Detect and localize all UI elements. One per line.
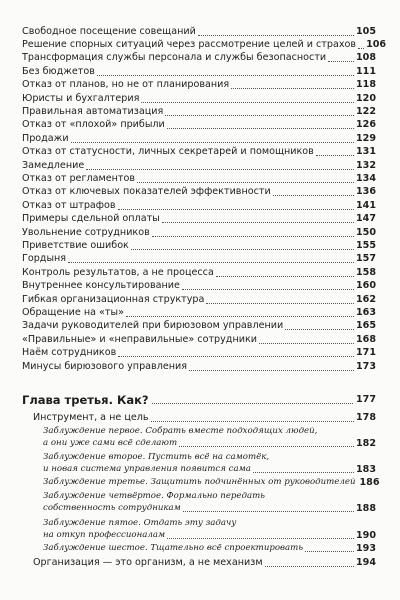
leader-dots: [141, 102, 354, 103]
toc-entry-page: 157: [355, 253, 376, 264]
toc-entry-page: 126: [355, 119, 376, 130]
toc-entry-title: Внутреннее консультирование: [22, 280, 180, 291]
toc-entry: [22, 280, 376, 292]
toc-entry-page: 173: [355, 361, 376, 372]
toc-entry: [22, 160, 376, 172]
toc-entry-page: 118: [355, 79, 376, 90]
toc-entry: [22, 146, 376, 158]
toc-entry-page: 165: [355, 320, 376, 331]
toc-entry-title: Приветствие ошибок: [22, 240, 129, 251]
toc-entry-page: 147: [355, 213, 376, 224]
toc-entry-page: 168: [355, 334, 376, 345]
toc-entry-page: 134: [355, 173, 376, 184]
leader-dots: [118, 356, 354, 357]
leader-dots: [198, 35, 354, 36]
leader-dots: [206, 303, 354, 304]
toc-entry: [22, 347, 376, 359]
toc-entry-title: Отказ от регламентов: [22, 173, 136, 184]
toc-entry: [22, 93, 376, 105]
toc-entry-page: 141: [355, 200, 376, 211]
leader-dots: [152, 403, 353, 404]
toc-entry-page: 120: [355, 93, 376, 104]
toc-entry-title: Продажи: [22, 133, 69, 144]
toc-entry: [22, 361, 376, 373]
toc-section-entry: [33, 557, 376, 569]
leader-dots: [216, 276, 354, 277]
toc-subentry: [43, 530, 376, 541]
toc-entry-title: Контроль результатов, а не процесса: [22, 267, 214, 278]
toc-entry-page: 193: [355, 543, 376, 554]
leader-dots: [71, 142, 354, 143]
leader-dots: [167, 128, 354, 129]
toc-entry: [22, 307, 376, 319]
toc-entry: [22, 240, 376, 252]
leader-dots: [231, 88, 354, 89]
toc-entry-page: 183: [355, 464, 376, 475]
leader-dots: [328, 61, 354, 62]
leader-dots: [179, 446, 354, 447]
leader-dots: [253, 472, 354, 473]
toc-subentry: [43, 543, 376, 554]
toc-entry: [22, 334, 376, 346]
leader-dots: [358, 48, 364, 49]
toc-entry-page: 182: [355, 438, 376, 449]
leader-dots: [126, 316, 354, 317]
toc-subentry-line: Заблуждение пятое. Отдать эту задачу: [43, 518, 237, 528]
toc-entry: [22, 200, 376, 212]
toc-entry: [22, 320, 376, 332]
leader-dots: [265, 566, 354, 567]
leader-dots: [285, 329, 354, 330]
toc-entry: [22, 186, 376, 198]
toc-subentry-line: Заблуждение первое. Собрать вместе подходящих людей,: [43, 426, 318, 436]
toc-entry-page: 131: [355, 146, 376, 157]
toc-subentry: [43, 438, 376, 449]
leader-dots: [305, 551, 354, 552]
leader-dots: [183, 511, 354, 512]
toc-subentry: [43, 477, 380, 488]
toc-entry-title: Обращение на «ты»: [22, 307, 124, 318]
toc-entry: [22, 26, 376, 38]
leader-dots: [162, 222, 354, 223]
leader-dots: [182, 289, 354, 290]
toc-entry-title: Замедление: [22, 160, 85, 171]
toc-entry: [22, 173, 376, 185]
toc-entry: [22, 294, 376, 306]
toc-entry-title: Гибкая организационная структура: [22, 294, 205, 305]
toc-entry-title: Задачи руководителей при бирюзовом управлении: [22, 320, 284, 331]
toc-subentry-line: Заблуждение третье. Защитить подчинённых от руководителей: [43, 477, 356, 487]
leader-dots: [189, 370, 354, 371]
toc-entry: [22, 52, 376, 64]
toc-subentry-line: Заблуждение второе. Пустить всё на самотёк,: [43, 452, 270, 462]
toc-entry-page: 171: [355, 347, 376, 358]
toc-section-entry: [33, 412, 376, 424]
leader-dots: [137, 182, 354, 183]
toc-entry-page: 178: [355, 412, 376, 423]
leader-dots: [152, 236, 354, 237]
toc-entry: [22, 66, 376, 78]
leader-dots: [273, 195, 354, 196]
toc-entry: [22, 119, 376, 131]
toc-entry-page: 136: [355, 186, 376, 197]
toc-entry-title: Отказ от статусности, личных секретарей и помощников: [22, 146, 314, 157]
toc-subentry: [43, 503, 376, 514]
toc-entry-title: Без бюджетов: [22, 66, 95, 77]
toc-entry: [22, 133, 376, 145]
toc-entry-title: Наём сотрудников: [22, 347, 117, 358]
toc-entry-title: Отказ от планов, но не от планирования: [22, 79, 230, 90]
toc-entry: [22, 213, 376, 225]
leader-dots: [118, 209, 354, 210]
toc-entry: [22, 227, 376, 239]
leader-dots: [316, 155, 354, 156]
toc-entry: [22, 39, 387, 51]
leader-dots: [165, 115, 354, 116]
chapter-heading: [22, 393, 376, 407]
toc-entry-title: Гордыня: [22, 253, 67, 264]
toc-entry-title: Увольнение сотрудников: [22, 227, 150, 238]
toc-entry-page: 108: [355, 52, 376, 63]
toc-entry-title: Организация — это организм, а не механизм: [33, 557, 263, 568]
toc-entry-page: 186: [359, 477, 380, 488]
toc-entry: [22, 79, 376, 91]
leader-dots: [68, 262, 354, 263]
chapter-title: Глава третья. Как?: [22, 393, 149, 407]
toc-entry-page: 122: [355, 106, 376, 117]
toc-entry-title: «Правильные» и «неправильные» сотрудники: [22, 334, 257, 345]
chapter-page: 177: [355, 394, 376, 405]
toc-entry-page: 150: [355, 227, 376, 238]
toc-entry: [22, 106, 376, 118]
toc-entry-page: 106: [366, 39, 387, 50]
toc-subentry-line: Заблуждение четвёртое. Формально передать: [43, 491, 265, 501]
toc-entry-title: Примеры сдельной оплаты: [22, 213, 160, 224]
leader-dots: [131, 249, 354, 250]
toc-entry-title: Минусы бирюзового управления: [22, 361, 188, 372]
toc-subentry-line: собственность сотрудникам: [43, 503, 181, 513]
toc-entry-page: 158: [355, 267, 376, 278]
toc-entry-page: 188: [355, 503, 376, 514]
toc-entry-title: Отказ от штрафов: [22, 200, 116, 211]
toc-entry-title: Решение спорных ситуаций через рассмотрение целей и страхов: [22, 39, 357, 50]
toc-entry-page: 194: [355, 557, 376, 568]
toc-entry-page: 129: [355, 133, 376, 144]
toc-subentry: [43, 464, 376, 475]
toc-entry-title: Отказ от ключевых показателей эффективности: [22, 186, 271, 197]
toc-entry-page: 160: [355, 280, 376, 291]
toc-entry: [22, 253, 376, 265]
toc-entry-page: 111: [355, 66, 376, 77]
toc-entry-page: 105: [355, 26, 376, 37]
leader-dots: [86, 169, 354, 170]
leader-dots: [167, 538, 354, 539]
toc-entry-title: Правильная автоматизация: [22, 106, 164, 117]
toc-entry-title: Отказ от «плохой» прибыли: [22, 119, 165, 130]
toc-entry-title: Юристы и бухгалтерия: [22, 93, 140, 104]
toc-entry-title: Свободное посещение совещаний: [22, 26, 196, 37]
toc-entry: [22, 267, 376, 279]
toc-entry-page: 190: [355, 530, 376, 541]
toc-entry-page: 155: [355, 240, 376, 251]
toc-entry-title: Трансформация службы персонала и службы безопасности: [22, 52, 327, 63]
toc-entry-page: 132: [355, 160, 376, 171]
toc-subentry-line: Заблуждение шестое. Тщательно всё спроектировать: [43, 543, 303, 553]
leader-dots: [151, 421, 354, 422]
toc-entry-title: Инструмент, а не цель: [33, 412, 149, 423]
toc-subentry-line: и новая система управления появится сама: [43, 464, 251, 474]
toc-entry-page: 162: [355, 294, 376, 305]
toc-subentry-line: а они уже сами всё сделают: [43, 438, 178, 448]
toc-entry-page: 163: [355, 307, 376, 318]
leader-dots: [259, 343, 354, 344]
toc-subentry-line: на откуп профессионалам: [43, 530, 166, 540]
leader-dots: [97, 75, 354, 76]
